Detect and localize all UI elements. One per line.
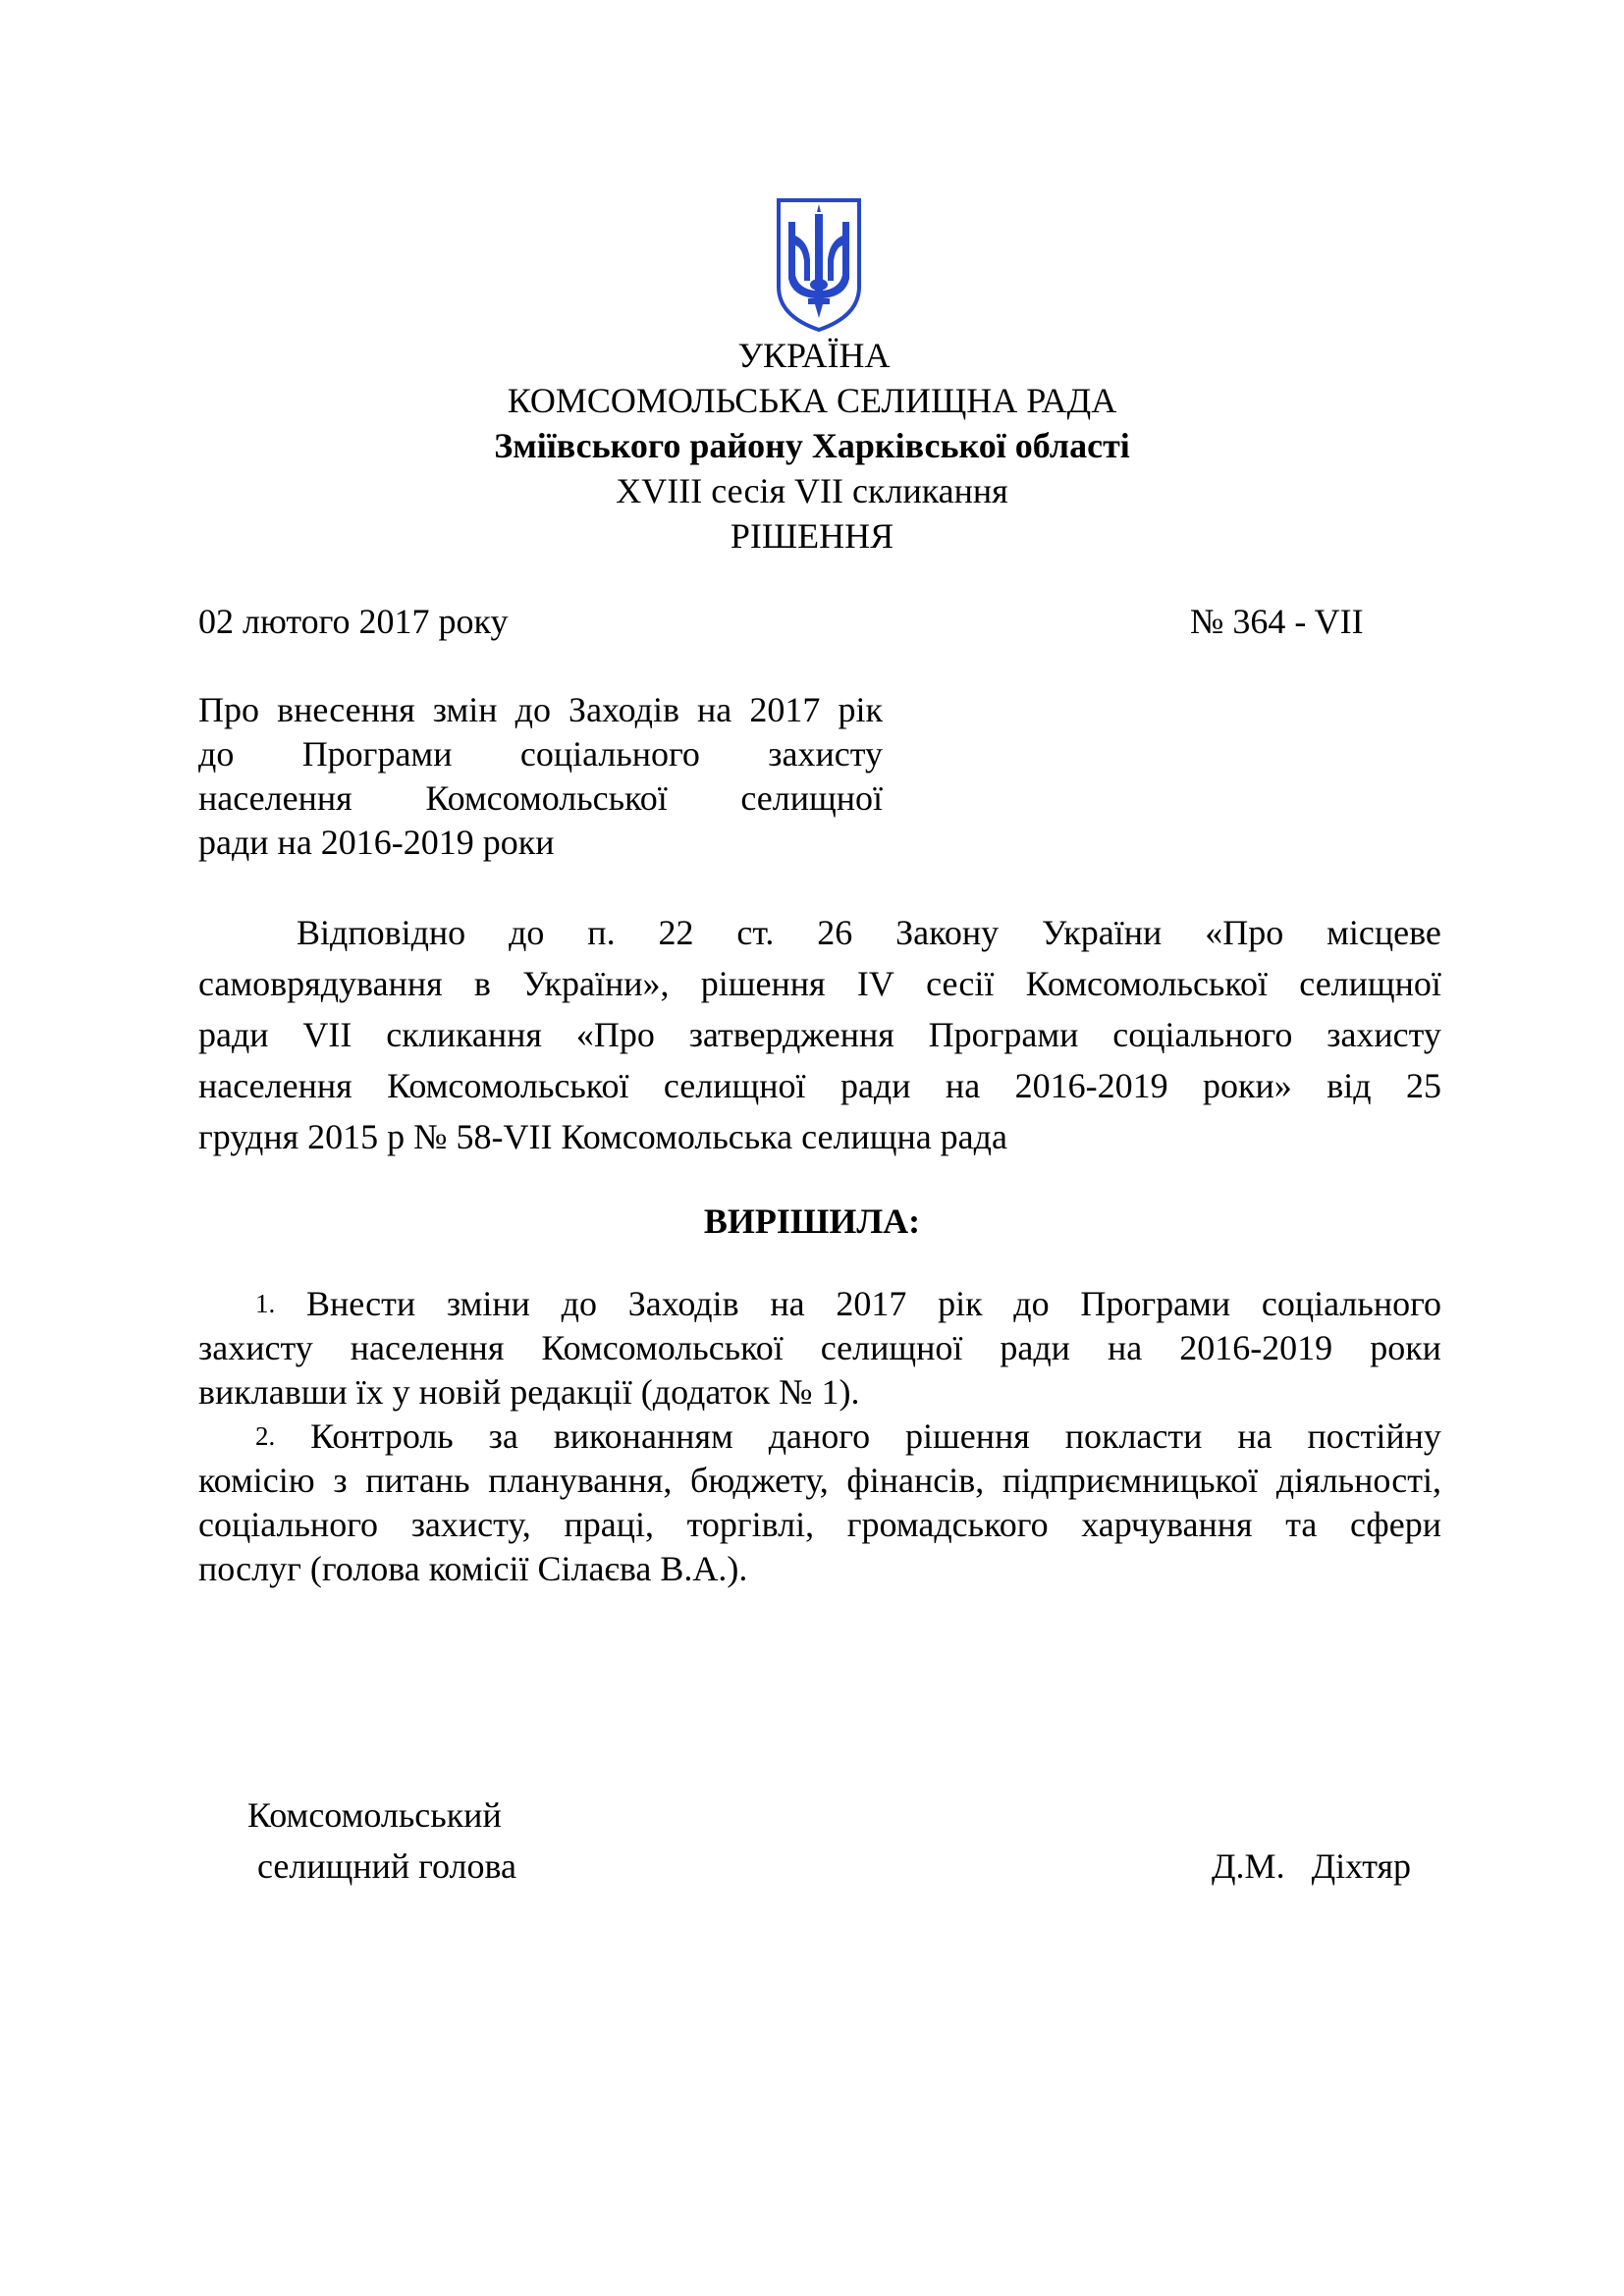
item-number: 2. — [255, 1421, 276, 1451]
subject-line: Про внесення змін до Заходів на 2017 рік — [198, 690, 883, 729]
preamble-line: самоврядування в України», рішення IV сесії Комсомольської селищної — [198, 964, 1441, 1003]
subject-line: до Програми соціального захисту — [198, 734, 883, 774]
preamble-line: грудня 2015 р № 58-VII Комсомольська селищна рада — [198, 1117, 1007, 1156]
preamble-paragraph — [198, 907, 1441, 1162]
decision-date: 02 лютого 2017 року — [198, 602, 509, 641]
subject-line: населення Комсомольської селищної — [198, 778, 883, 818]
preamble-line: ради VII скликання «Про затвердження Програми соціального захисту — [198, 1015, 1441, 1054]
decision-subject — [198, 689, 883, 866]
item-line: комісію з питань планування, бюджету, фінансів, підприємницької діяльності, — [198, 1461, 1441, 1500]
signature-name: Д.М. Діхтяр — [1212, 1846, 1412, 1886]
decision-item-2 — [198, 1415, 1441, 1591]
coat-of-arms-emblem — [775, 196, 863, 334]
signature-title-line2: селищний голова — [257, 1846, 517, 1886]
decision-item-1 — [198, 1282, 1441, 1415]
signature-title-line1: Комсомольський — [247, 1795, 502, 1835]
subject-line: ради на 2016-2019 роки — [198, 823, 555, 862]
header-council: КОМСОМОЛЬСЬКА СЕЛИЩНА РАДА — [507, 381, 1117, 420]
header-country: УКРАЇНА — [737, 336, 891, 375]
header-doc-type: РІШЕННЯ — [730, 516, 894, 556]
decided-heading: ВИРІШИЛА: — [703, 1201, 921, 1241]
item-line: соціального захисту, праці, торгівлі, громадського харчування та сфери — [198, 1505, 1441, 1544]
item-line: захисту населення Комсомольської селищної ради на 2016-2019 роки — [198, 1328, 1441, 1367]
item-line: 2. Контроль за виконанням даного рішення покласти на постійну — [198, 1415, 1441, 1459]
preamble-line: Відповідно до п. 22 ст. 26 Закону України «Про місцеве — [297, 913, 1441, 952]
preamble-line: населення Комсомольської селищної ради на 2016-2019 роки» від 25 — [198, 1066, 1441, 1105]
decision-number: № 364 - VII — [1190, 602, 1364, 641]
item-line: виклавши їх у новій редакції (додаток № 1). — [198, 1372, 860, 1412]
header-district: Зміївського району Харківської області — [494, 426, 1130, 465]
item-number: 1. — [255, 1289, 276, 1318]
item-line: послуг (голова комісії Сілаєва В.А.). — [198, 1549, 748, 1588]
header-session: XVIII сесія VII скликання — [616, 471, 1008, 510]
trident-icon — [775, 196, 863, 334]
item-line: 1. Внести зміни до Заходів на 2017 рік до Програми соціального — [198, 1282, 1441, 1326]
